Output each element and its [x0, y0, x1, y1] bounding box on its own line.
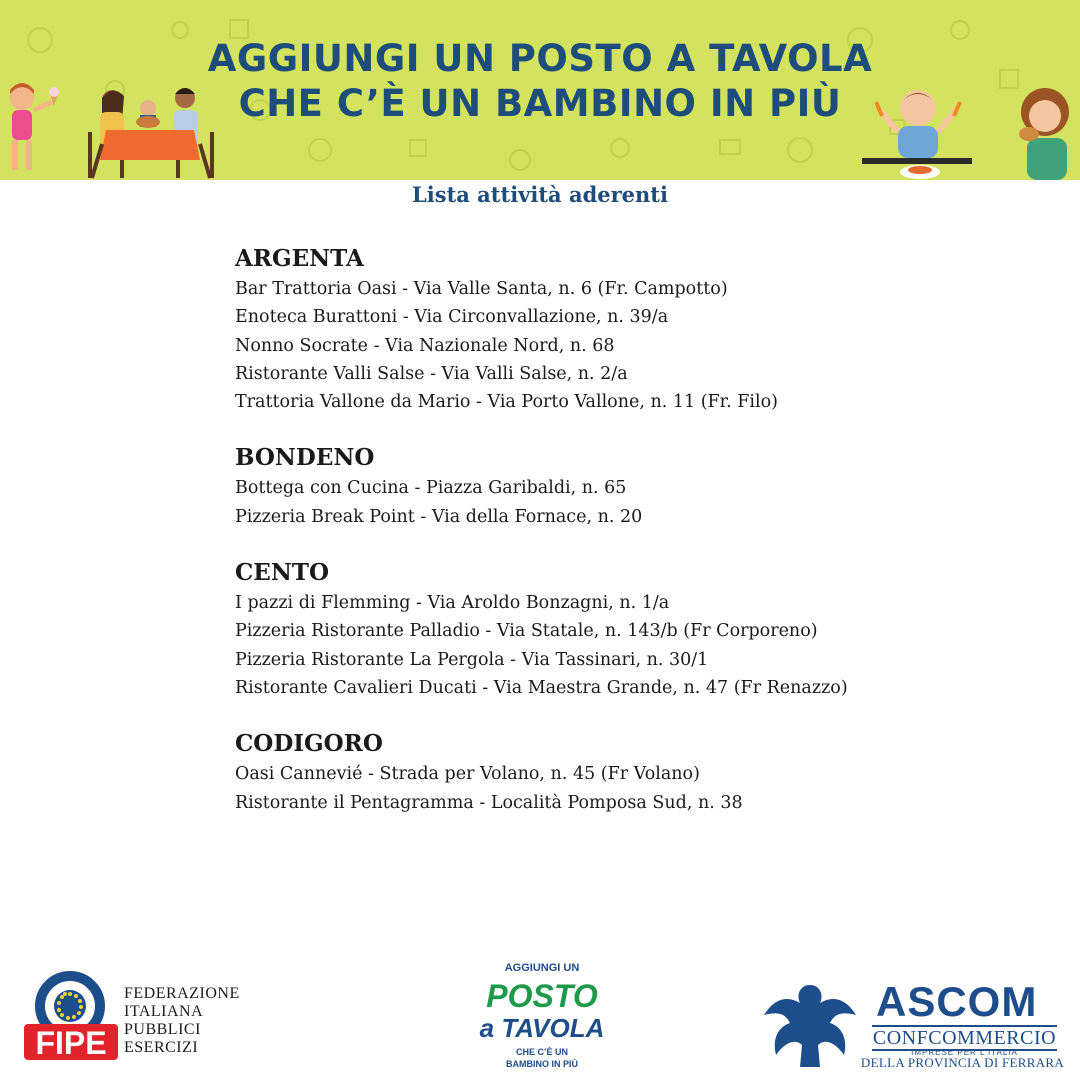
city-heading: CODIGORO [235, 730, 383, 758]
venue-entry: I pazzi di Flemming - Via Aroldo Bonzagni, n. 1/a [235, 593, 670, 614]
venue-entry: Ristorante il Pentagramma - Località Pomposa Sud, n. 38 [235, 792, 743, 813]
page-subtitle: Lista attività aderenti [412, 182, 668, 207]
ascom-title: ASCOM [876, 978, 1038, 1025]
posto-logo-word2: a TAVOLA [479, 1013, 605, 1043]
banner-title-line1: AGGIUNGI UN POSTO A TAVOLA [207, 37, 873, 80]
city-section [235, 442, 1035, 531]
posto-a-tavola-logo [470, 955, 615, 1080]
city-section [235, 243, 1035, 416]
venue-entry: Nonno Socrate - Via Nazionale Nord, n. 68 [235, 335, 615, 356]
city-heading: CENTO [235, 559, 330, 587]
venue-list [235, 243, 1035, 843]
venue-entry: Pizzeria Break Point - Via della Fornace, n. 20 [235, 506, 643, 527]
city-section [235, 557, 1035, 702]
venue-entry: Ristorante Cavalieri Ducati - Via Maestra Grande, n. 47 (Fr Renazzo) [235, 677, 848, 698]
header-banner [0, 0, 1080, 180]
ascom-tagline: IMPRESE PER L'ITALIA [911, 1048, 1018, 1057]
venue-entry: Enoteca Burattoni - Via Circonvallazione, n. 39/a [235, 307, 669, 328]
fipe-line: FEDERAZIONE [124, 985, 240, 1002]
ascom-province: DELLA PROVINCIA DI FERRARA [860, 1055, 1065, 1070]
venue-entry: Pizzeria Ristorante La Pergola - Via Tassinari, n. 30/1 [235, 649, 709, 670]
city-heading: ARGENTA [235, 245, 364, 272]
venue-entry: Oasi Cannevié - Strada per Volano, n. 45 (Fr Volano) [235, 764, 700, 785]
venue-entry: Pizzeria Ristorante Palladio - Via Statale, n. 143/b (Fr Corporeno) [235, 621, 818, 642]
fipe-line: ESERCIZI [124, 1039, 199, 1056]
fipe-line: ITALIANA [124, 1003, 204, 1020]
fipe-text [124, 985, 240, 1057]
posto-logo-word1: POSTO [486, 978, 598, 1014]
ascom-confcommercio: CONFCOMMERCIO [872, 1027, 1057, 1049]
eagle-icon [760, 975, 860, 1075]
posto-logo-bottom1: CHE C’È UN [515, 1047, 569, 1057]
fipe-line: PUBBLICI [124, 1021, 201, 1038]
venue-entry: Trattoria Vallone da Mario - Via Porto Vallone, n. 11 (Fr. Filo) [235, 392, 778, 413]
fipe-acronym: FIPE [35, 1025, 107, 1061]
venue-entry: Bar Trattoria Oasi - Via Valle Santa, n. 6 (Fr. Campotto) [235, 279, 728, 299]
posto-logo-bottom2: BAMBINO IN PIÙ [506, 1059, 578, 1069]
venue-entry: Bottega con Cucina - Piazza Garibaldi, n. 65 [235, 478, 627, 499]
banner-title-line2: CHE C’È UN BAMBINO IN PIÙ [238, 82, 842, 125]
posto-logo-top: AGGIUNGI UN [504, 962, 580, 974]
city-heading: BONDENO [235, 444, 375, 472]
city-section [235, 728, 1035, 817]
venue-entry: Ristorante Valli Salse - Via Valli Salse, n. 2/a [235, 363, 628, 384]
